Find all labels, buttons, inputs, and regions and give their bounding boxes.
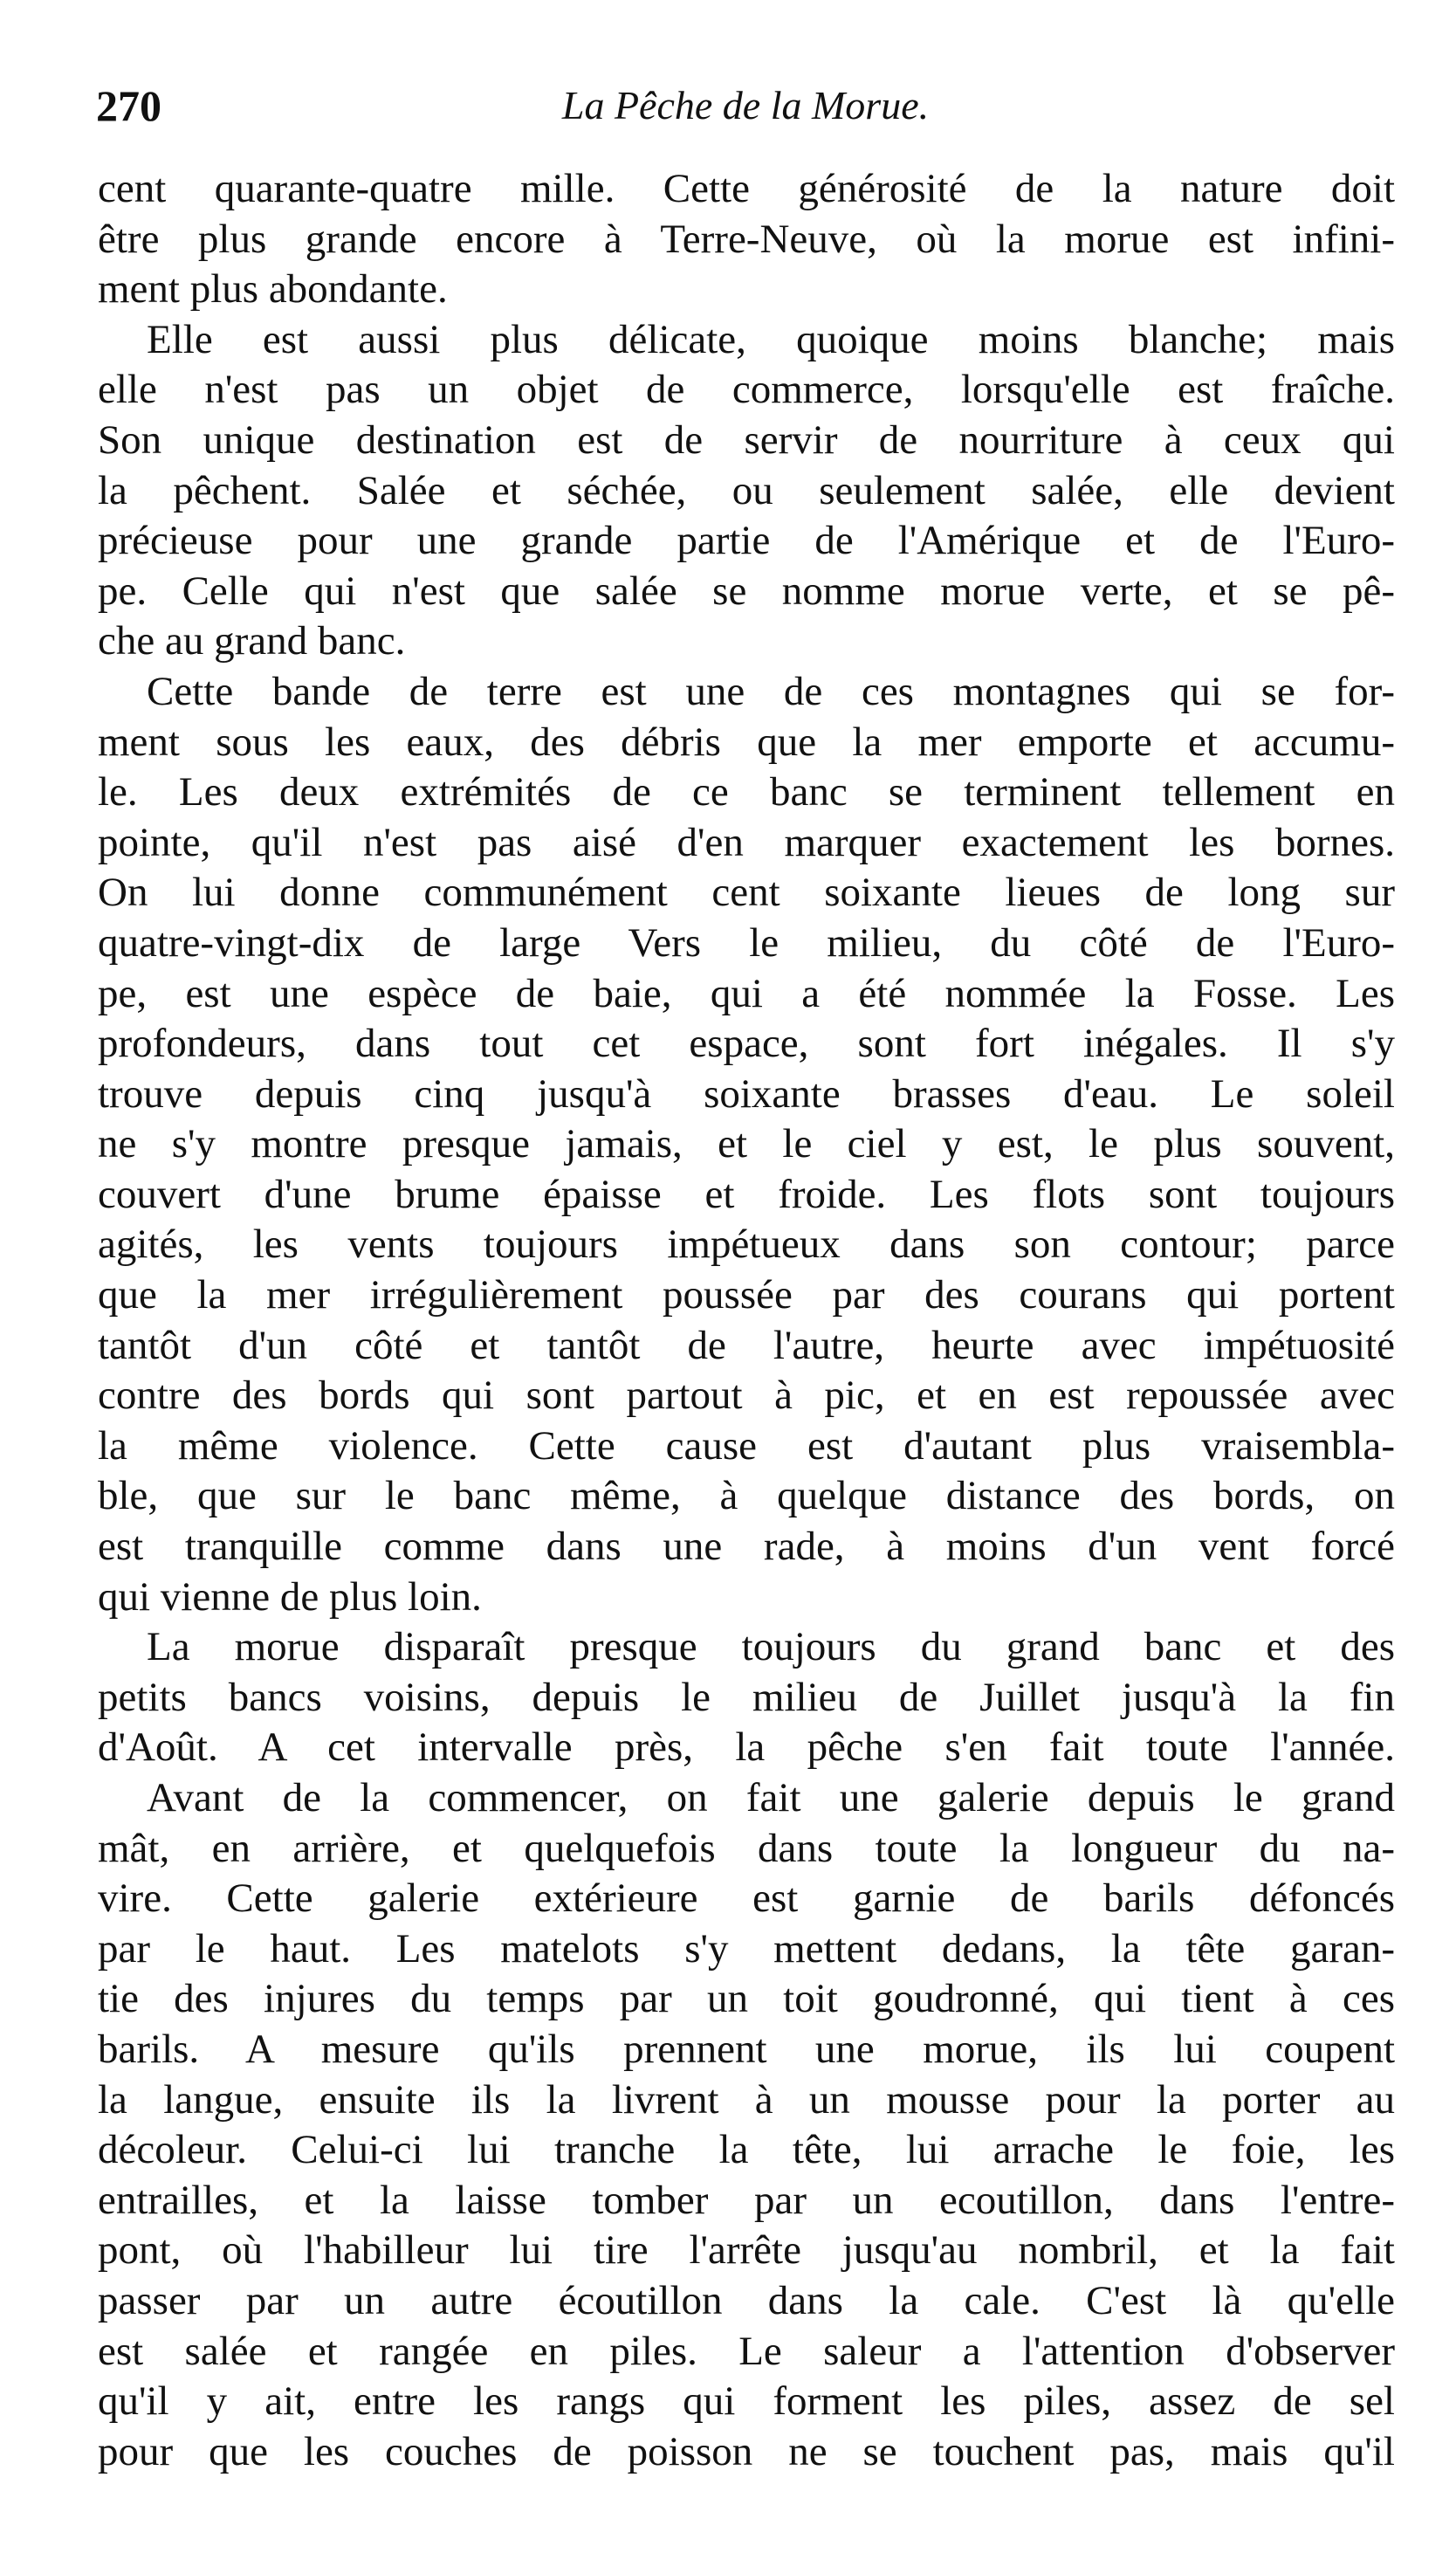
text-line: La morue disparaît presque toujours du grand banc et des — [147, 1624, 1395, 1670]
text-line: est tranquille comme dans une rade, à moins d'un vent forcé — [98, 1524, 1395, 1570]
text-line: décoleur. Celui-ci lui tranche la tête, lui arrache le foie, les — [98, 2127, 1395, 2173]
text-line: On lui donne communément cent soixante lieues de long sur — [98, 870, 1395, 916]
text-line: profondeurs, dans tout cet espace, sont fort inégales. Il s'y — [98, 1021, 1395, 1067]
text-line: précieuse pour une grande partie de l'Amérique et de l'Euro- — [98, 518, 1395, 564]
text-line: pour que les couches de poisson ne se touchent pas, mais qu'il — [98, 2428, 1395, 2474]
text-line: pointe, qu'il n'est pas aisé d'en marquer exactement les bornes. — [98, 819, 1395, 865]
text-line: que la mer irrégulièrement poussée par des courans qui portent — [98, 1272, 1395, 1318]
text-line: pe, est une espèce de baie, qui a été nommée la Fosse. Les — [98, 970, 1395, 1016]
text-line: contre des bords qui sont partout à pic, et en est repoussée avec — [98, 1373, 1395, 1419]
text-line: Elle est aussi plus délicate, quoique moins blanche; mais — [147, 316, 1395, 362]
text-line: le. Les deux extrémités de ce banc se terminent tellement en — [98, 769, 1395, 815]
text-line: d'Août. A cet intervalle près, la pêche s'en fait toute l'année. — [98, 1724, 1395, 1771]
text-line: mât, en arrière, et quelquefois dans toute la longueur du na- — [98, 1825, 1395, 1871]
text-line: pe. Celle qui n'est que salée se nomme morue verte, et se pê- — [98, 568, 1395, 614]
text-line: quatre-vingt-dix de large Vers le milieu, du côté de l'Euro- — [98, 919, 1395, 966]
text-line: ne s'y montre presque jamais, et le ciel y est, le plus souvent, — [98, 1121, 1395, 1167]
text-line: entrailles, et la laisse tomber par un ecoutillon, dans l'entre- — [98, 2177, 1395, 2223]
text-line: qui vienne de plus loin. — [98, 1573, 482, 1620]
text-line: par le haut. Les matelots s'y mettent dedans, la tête garan- — [98, 1925, 1395, 1972]
text-line: Avant de la commencer, on fait une galerie depuis le grand — [147, 1775, 1395, 1820]
text-line: petits bancs voisins, depuis le milieu de Juillet jusqu'à la fin — [98, 1674, 1395, 1720]
running-title: La Pêche de la Morue. — [561, 83, 930, 127]
text-line: ment sous les eaux, des débris que la mer emporte et accumu- — [98, 719, 1395, 765]
text-line: ment plus abondante. — [98, 266, 448, 313]
text-line: qu'il y ait, entre les rangs qui forment les piles, assez de sel — [98, 2378, 1395, 2425]
text-line: agités, les vents toujours impétueux dans son contour; parce — [98, 1222, 1395, 1268]
text-line: pont, où l'habilleur lui tire l'arrête jusqu'au nombril, et la fait — [98, 2227, 1395, 2274]
text-line: barils. A mesure qu'ils prennent une morue, ils lui coupent — [98, 2026, 1395, 2072]
text-line: tantôt d'un côté et tantôt de l'autre, heurte avec impétuosité — [98, 1322, 1395, 1368]
text-line: Son unique destination est de servir de nourriture à ceux qui — [98, 416, 1395, 463]
text-line: la langue, ensuite ils la livrent à un mousse pour la porter au — [98, 2076, 1395, 2123]
text-line: trouve depuis cinq jusqu'à soixante brasses d'eau. Le soleil — [98, 1070, 1395, 1117]
text-line: vire. Cette galerie extérieure est garnie de barils défoncés — [98, 1875, 1395, 1922]
text-line: la même violence. Cette cause est d'autant plus vraisembla- — [98, 1422, 1395, 1469]
text-line: che au grand banc. — [98, 618, 406, 664]
text-line: la pêchent. Salée et séchée, ou seulement salée, elle devient — [98, 467, 1395, 513]
text-line: couvert d'une brume épaisse et froide. Les flots sont toujours — [98, 1171, 1395, 1217]
body-text — [98, 164, 1395, 2477]
text-line: tie des injures du temps par un toit goudronné, qui tient à ces — [98, 1976, 1395, 2022]
text-line: passer par un autre écoutillon dans la cale. C'est là qu'elle — [98, 2277, 1395, 2323]
text-line: ble, que sur le banc même, à quelque distance des bords, on — [98, 1473, 1395, 1519]
text-line: Cette bande de terre est une de ces montagnes qui se for- — [147, 668, 1395, 714]
text-line: est salée et rangée en piles. Le saleur a l'attention d'observer — [98, 2328, 1395, 2374]
text-line: cent quarante-quatre mille. Cette générosité de la nature doit — [98, 166, 1395, 211]
running-head — [96, 75, 1395, 136]
page-number: 270 — [96, 81, 161, 130]
text-line: être plus grande encore à Terre-Neuve, où la morue est infini- — [98, 216, 1395, 262]
text-line: elle n'est pas un objet de commerce, lorsqu'elle est fraîche. — [98, 367, 1395, 413]
